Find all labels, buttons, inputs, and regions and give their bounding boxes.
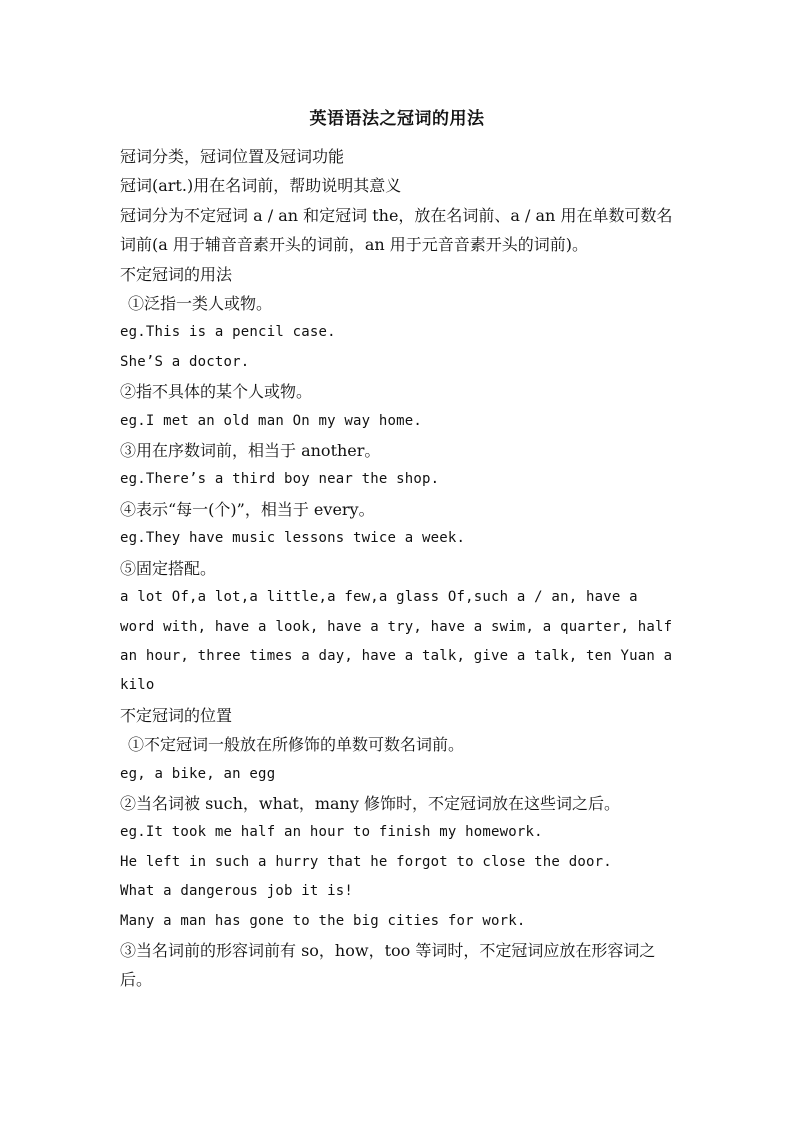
document-body	[120, 142, 676, 995]
example-line: eg.It took me half an hour to finish my homework.	[120, 824, 543, 841]
text-line: 冠词(art.)用在名词前，帮助说明其意义	[120, 176, 402, 196]
example-line: Many a man has gone to the big cities for work.	[120, 912, 526, 929]
text-paragraph: ③当名词前的形容词前有 so，how，too 等词时，不定冠词应放在形容词之后。	[120, 940, 656, 990]
example-line: eg.This is a pencil case.	[120, 324, 336, 341]
text-line: ①泛指一类人或物。	[128, 294, 273, 314]
example-line: eg.There’s a third boy near the shop.	[120, 471, 440, 488]
example-line: What a dangerous job it is!	[120, 883, 353, 900]
text-line: ①不定冠词一般放在所修饰的单数可数名词前。	[128, 735, 465, 755]
text-line: ②指不具体的某个人或物。	[120, 382, 313, 402]
text-line: 冠词分类，冠词位置及冠词功能	[120, 147, 345, 166]
text-line: ⑤固定搭配。	[120, 558, 217, 578]
text-line: ③用在序数词前，相当于 another。	[120, 441, 381, 461]
example-line: eg, a bike, an egg	[120, 765, 276, 782]
section-heading: 不定冠词的用法	[120, 264, 233, 284]
example-line: eg.I met an old man On my way home.	[120, 412, 423, 429]
text-line: ④表示“每一(个)”，相当于 every。	[120, 499, 375, 519]
example-line: eg.They have music lessons twice a week.	[120, 530, 466, 547]
example-line: He left in such a hurry that he forgot to close the door.	[120, 853, 612, 870]
text-line: ②当名词被 such，what，many 修饰时，不定冠词放在这些词之后。	[120, 793, 620, 813]
document-title: 英语语法之冠词的用法	[309, 109, 485, 129]
text-paragraph: 冠词分为不定冠词 a / an 和定冠词 the，放在名词前、a / an 用在单数可数名词前(a 用于辅音音素开头的词前，an 用于元音音素开头的词前)。	[120, 205, 673, 255]
example-line: She’S a doctor.	[120, 353, 250, 370]
section-heading: 不定冠词的位置	[120, 705, 233, 725]
example-paragraph: a lot Of,a lot,a little,a few,a glass Of,such a / an, have a word with, have a look, have a try, have a swim, a quarter, half an hour, three times a day, have a talk, give a talk, ten Yuan a kilo	[120, 589, 673, 694]
